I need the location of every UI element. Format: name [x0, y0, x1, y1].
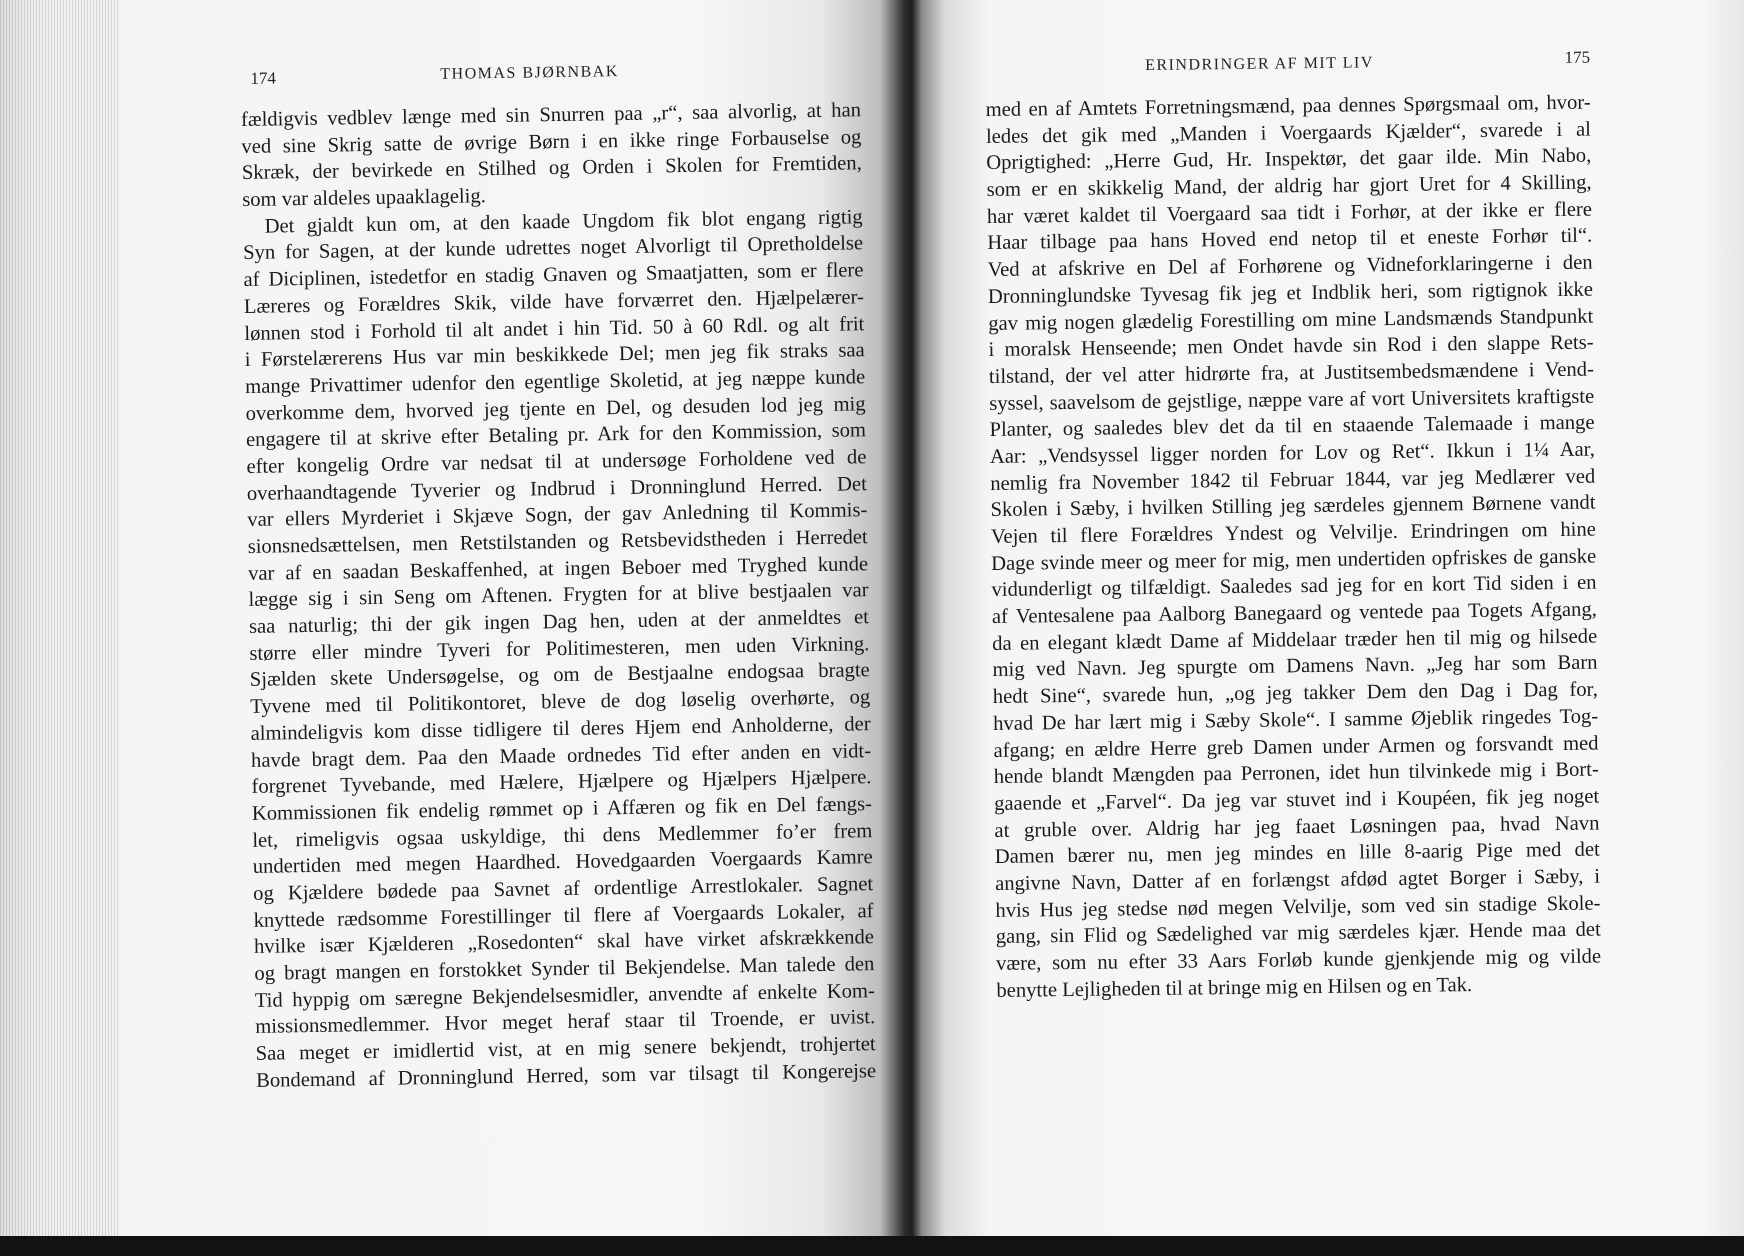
- text-line: forgrenet Tyvebande, med Hælere, Hjælpere og Hjælpers Hjælpere.: [251, 766, 872, 799]
- text-line: i Førstelærerens Hus var min beskikkede Del; men jeg fik straks saa: [244, 339, 865, 372]
- text-line: fældigvis vedblev længe med sin Snurren paa „r“, saa alvorlig, at han: [240, 99, 862, 131]
- left-running-head: [240, 45, 860, 91]
- text-line: være, som nu efter 33 Aars Forløb kunde gjenkjende mig og vilde: [995, 945, 1602, 975]
- text-line: hende blandt Mængden paa Perronen, idet hun tilvinkede mig i Bort-: [993, 758, 1599, 789]
- text-line: almindeligvis kom disse tidligere til deres Hjem end Anholderne, der: [250, 712, 871, 745]
- text-line: Tyvene med til Politikontoret, bleve de dog løselig overhørte, og: [250, 686, 871, 719]
- text-line: tilstand, der vel atter hidrørte fra, at Justitsembedsmændene i Vend-: [988, 358, 1595, 388]
- text-line: Bondemand af Dronninglund Herred, som var tilsagt til Kongerejse: [255, 1059, 877, 1092]
- text-line: som er en skikkelig Mand, der aldrig har gjort Uret for 4 Skilling,: [986, 171, 1592, 202]
- left-page-number: 174: [250, 68, 277, 88]
- text-line: knyttede rædsomme Forestillinger til flere af Voergaards Lokaler, af: [253, 899, 874, 932]
- scanner-bottom-edge: [0, 1236, 1744, 1256]
- page-edges: [0, 0, 120, 1236]
- text-line: i moralsk Henseende; men Ondet havde sin Rod i den slappe Rets-: [988, 331, 1594, 362]
- right-running-title: ERINDRINGER AF MIT LIV: [1145, 54, 1374, 75]
- text-line: Kommissionen fik endelig rømmet op i Affæren og fik en Del fængs-: [251, 793, 873, 825]
- text-line: Planter, og saaledes blev det da til en staaende Talemaade i mange: [989, 411, 1595, 442]
- text-line: Damen bærer nu, men jeg mindes en lille 8-aarig Pige med det: [994, 838, 1600, 869]
- text-line: ledes det gik med „Manden i Voergaards Kjælder“, svarede i al: [985, 118, 1592, 148]
- text-line: gang, sin Flid og Sædelighed var mig særdeles kjær. Hende maa det: [995, 918, 1601, 949]
- text-line: hvad De har lært mig i Sæby Skole“. I samme Øjeblik ringedes Tog-: [993, 705, 1599, 735]
- left-running-title: THOMAS BJØRNBAK: [440, 63, 619, 83]
- text-line: benytte Lejligheden til at bringe mig en Hilsen og en Tak.: [996, 973, 1473, 1002]
- text-line: Vejen til flere Forældres Yndest og Velvilje. Erindringen om hine: [990, 518, 1596, 548]
- right-page: [985, 48, 1602, 1005]
- text-line: gav mig nogen glædelig Forestilling om mine Landsmænds Standpunkt: [988, 305, 1594, 335]
- text-line: sionsnedsættelsen, men Retstilstanden og Retsbevidstheden i Herredet: [247, 526, 868, 558]
- text-line: som var aldeles upaaklagelig.: [242, 185, 487, 212]
- text-line: Dage svinde meer og meer for mig, men undertiden opfriskes de ganske: [991, 545, 1597, 575]
- right-body-text: [986, 90, 1602, 1005]
- text-line: at gruble over. Aldrig har jeg faaet Løsningen paa, hvad Navn: [994, 812, 1600, 842]
- text-line: hvilke især Kjælderen „Rosedonten“ skal have virket afskrækkende: [253, 926, 875, 959]
- text-line: nemlig fra November 1842 til Februar 1844, var jeg Medlærer ved: [990, 465, 1596, 495]
- text-line: af Ventesalene paa Aalborg Banegaard og ventede paa Togets Afgang,: [991, 598, 1597, 629]
- text-line: større eller mindre Tyveri for Politimesteren, men uden Virkning.: [249, 632, 870, 665]
- text-line: saa naturlig; thi der gik ingen Dag hen, uden at der anmeldtes et: [248, 606, 870, 638]
- text-line: Saa meget er imidlertid vist, at en mig senere bekjendt, trohjertet: [255, 1033, 876, 1065]
- text-line: Læreres og Forældres Skik, vilde have forværret den. Hjælpelærer-: [243, 286, 865, 318]
- text-line: Tid hyppig om særegne Bekjendelsesmidler, anvendte af enkelte Kom-: [254, 979, 875, 1012]
- text-line: vidunderligt og tilfældigt. Saaledes sad jeg for en kort Tid siden i en: [991, 571, 1597, 602]
- text-line: med en af Amtets Forretningsmænd, paa dennes Spørgsmaal om, hvor-: [985, 91, 1591, 121]
- text-line: Det gjaldt kun om, at den kaade Ungdom fik blot engang rigtig: [264, 205, 863, 238]
- text-line: mig ved Navn. Jeg spurgte om Damens Navn. „Jeg har som Barn: [992, 652, 1598, 682]
- text-line: Haar tilbage paa hans Hoved end netop til et eneste Forhør til“.: [987, 225, 1593, 255]
- text-line: hvis Hus jeg stedse nød megen Velvilje, som ved sin stadige Skole-: [995, 892, 1601, 922]
- text-line: Sjælden skete Undersøgelse, og om de Bestjaalne endogsaa bragte: [249, 659, 870, 692]
- right-running-head: [985, 48, 1590, 91]
- text-line: Oprigtighed: „Herre Gud, Hr. Inspektør, det gaar ilde. Min Nabo,: [986, 144, 1592, 175]
- text-line: Skolen i Sæby, i hvilken Stilling jeg særdeles gjennem Børnene vandt: [990, 491, 1596, 522]
- text-line: ved sine Skrig satte de øvrige Børn i en ikke ringe Forbauselse og: [241, 125, 862, 158]
- text-line: Dronninglundske Tyvesag fik jeg et Indblik heri, som rigtignok ikke: [987, 278, 1594, 308]
- text-line: da en elegant klædt Dame af Middelaar træder hen til mig og hilsede: [992, 625, 1598, 655]
- text-line: af Diciplinen, istedetfor en stadig Gnaven og Smaatjatten, som er flere: [243, 259, 864, 292]
- text-line: syssel, saavelsom de gejstlige, næppe vare af vort Universitets kraftigste: [989, 385, 1595, 415]
- text-line: havde bragt dem. Paa den Maade ordnedes Tid efter anden en vidt-: [250, 739, 872, 772]
- left-page: [240, 45, 876, 1094]
- text-line: lønnen stod i Forhold til alt andet i hin Tid. 50 à 60 Rdl. og alt frit: [244, 312, 865, 345]
- text-line: gaaende et „Farvel“. Da jeg var stuvet ind i Koupéen, fik jeg noget: [994, 785, 1600, 815]
- text-line: har været kaldet til Voergaard saa tidt i Forhør, at der ikke er flere: [986, 198, 1593, 228]
- text-line: angivne Navn, Datter af en forlængst afdød agtet Borger i Sæby, i: [994, 865, 1601, 895]
- text-line: missionsmedlemmer. Hvor meget heraf staar til Troende, er uvist.: [255, 1006, 876, 1039]
- text-line: overkomme dem, hvorved jeg tjente en Del, og desuden lod jeg mig: [245, 392, 866, 425]
- text-line: og Kjældere bødede paa Savnet af ordentlige Arrestlokaler. Sagnet: [253, 873, 874, 905]
- text-line: Skræk, der bevirkede en Stilhed og Orden i Skolen for Fremtiden,: [241, 152, 862, 185]
- text-line: hedt Sine“, svarede hun, „og jeg takker Dem den Dag i Dag for,: [992, 678, 1598, 709]
- text-line: var af en saadan Beskaffenhed, at ingen Beboer med Tryghed kunde: [247, 552, 869, 585]
- text-line: lægge sig i sin Seng om Aftenen. Frygten for at blive bestjaalen var: [248, 579, 869, 612]
- text-line: let, rimeligvis ogsaa uskyldige, thi dens Medlemmer fo’er frem: [252, 819, 873, 852]
- text-line: Ved at afskrive en Del af Forhørene og Vidneforklaringerne i den: [987, 251, 1593, 282]
- text-line: Syn for Sagen, at der kunde udrettes noget Alvorligt til Opretholdelse: [242, 232, 864, 265]
- text-line: overhaandtagende Tyverier og Indbrud i Dronninglund Herred. Det: [246, 472, 867, 505]
- text-line: mange Privattimer udenfor den egentlige Skoletid, at jeg næppe kunde: [245, 366, 866, 398]
- right-page-number: 175: [1564, 47, 1591, 67]
- text-line: afgang; en ældre Herre greb Damen under Armen og forsvandt med: [993, 732, 1599, 762]
- left-body-text: [241, 97, 876, 1094]
- text-line: Aar: „Vendsyssel ligger norden for Lov og Ret“. Ikkun i 1¼ Aar,: [989, 438, 1595, 468]
- text-line: undertiden med megen Haardhed. Hovedgaarden Voergaards Kamre: [252, 846, 873, 879]
- text-line: efter kongelig Ordre var nedsat til at undersøge Forholdene ved de: [246, 446, 867, 478]
- text-line: og bragt mangen en forstokket Synder til Bekjendelse. Man talede den: [254, 953, 875, 985]
- text-line: var ellers Myrderiet i Skjæve Sogn, der gav Anledning til Kommis-: [247, 499, 868, 532]
- text-line: engagere til at skrive efter Betaling pr. Ark for den Kommission, som: [245, 419, 867, 452]
